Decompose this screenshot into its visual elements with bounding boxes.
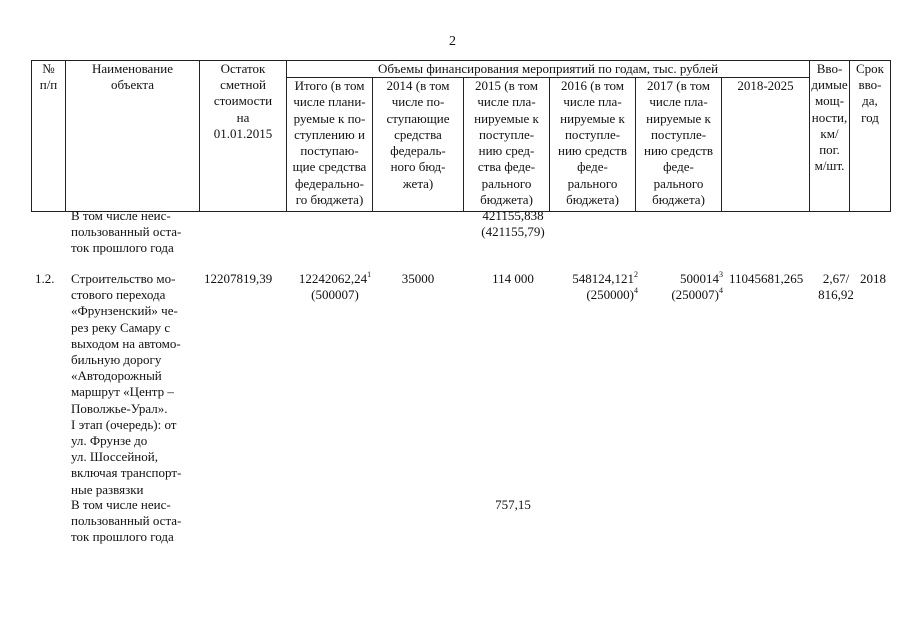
row2-2017-value: 500014 (680, 271, 719, 286)
header-2017: 2017 (в том числе пла- нируемые к поступле- нию средств феде- рального бюджета) (636, 78, 722, 212)
row2-2017-federal: (250007) (671, 287, 719, 303)
row1-2015: 421155,838 (421155,79) (481, 208, 545, 240)
row2-name: Строительство мо- стового перехода «Фрунзенский» че- рез реку Самару с выходом на автомо- бильную дорогу «Автодорожный маршрут «Центр – Поволжье-Урал». I этап (очередь): от ул. Фрунзе до ул. Шоссейной, включая транспорт- ные развязки (71, 271, 182, 497)
row2-2017-federal-note: 4 (719, 286, 723, 296)
row2-2016-note: 2 (634, 270, 638, 279)
row2-2017 (630, 271, 723, 303)
header-no: № п/п (32, 61, 66, 212)
header-financing-group: Объемы финансирования мероприятий по годам, тыс. рублей (287, 61, 810, 78)
row2-2016 (545, 271, 638, 303)
row2-2018-2025: 11045681,265 (729, 271, 804, 286)
header-2014: 2014 (в том числе по- ступающие средства федераль- ного бюд- жета) (373, 78, 464, 212)
row2-total-value: 12242062,24 (298, 271, 368, 286)
header-remainder: Остаток сметной стоимости на 01.01.2015 (200, 61, 287, 212)
row2-2014: 35000 (401, 271, 435, 286)
header-term: Срок вво- да, год (850, 61, 891, 212)
row2-capacity: 2,67/ 816,92 (818, 271, 854, 303)
row2-term: 2018 (860, 271, 886, 286)
row2-number: 1.2. (35, 271, 55, 286)
row2-remainder: 12207819,39 (204, 271, 273, 286)
header-capacity: Вво- димые мощ- ности, км/ пог. м/шт. (810, 61, 850, 212)
header-table (31, 60, 891, 212)
row2-total (289, 271, 381, 303)
row2-total-note: 1 (367, 270, 372, 279)
page-number: 2 (449, 34, 456, 49)
row2-2015: 114 000 (492, 271, 534, 286)
header-2015: 2015 (в том числе пла- нируемые к поступле- нию сред- ства феде- рального бюджета) (464, 78, 550, 212)
row2-2016-value: 548124,121 (572, 271, 634, 286)
row3-2015: 757,15 (495, 497, 531, 512)
row2-2017-note: 3 (719, 270, 723, 279)
row2-2016-federal: (250000) (586, 287, 634, 303)
header-2016: 2016 (в том числе пла- нируемые к поступле- нию средств феде- рального бюджета) (550, 78, 636, 212)
row1-name: В том числе неис- пользованный оста- ток прошлого года (71, 208, 182, 256)
header-name: Наименование объекта (66, 61, 200, 212)
row2-total-federal: (500007) (311, 287, 359, 303)
row2-2016-federal-note: 4 (634, 286, 638, 296)
row3-name: В том числе неис- пользованный оста- ток прошлого года (71, 497, 182, 545)
header-2018-2025: 2018-2025 (722, 78, 810, 212)
header-total: Итого (в том числе плани- руемые к по- ступлению и поступаю- щие средства федерально- го бюджета) (287, 78, 373, 212)
